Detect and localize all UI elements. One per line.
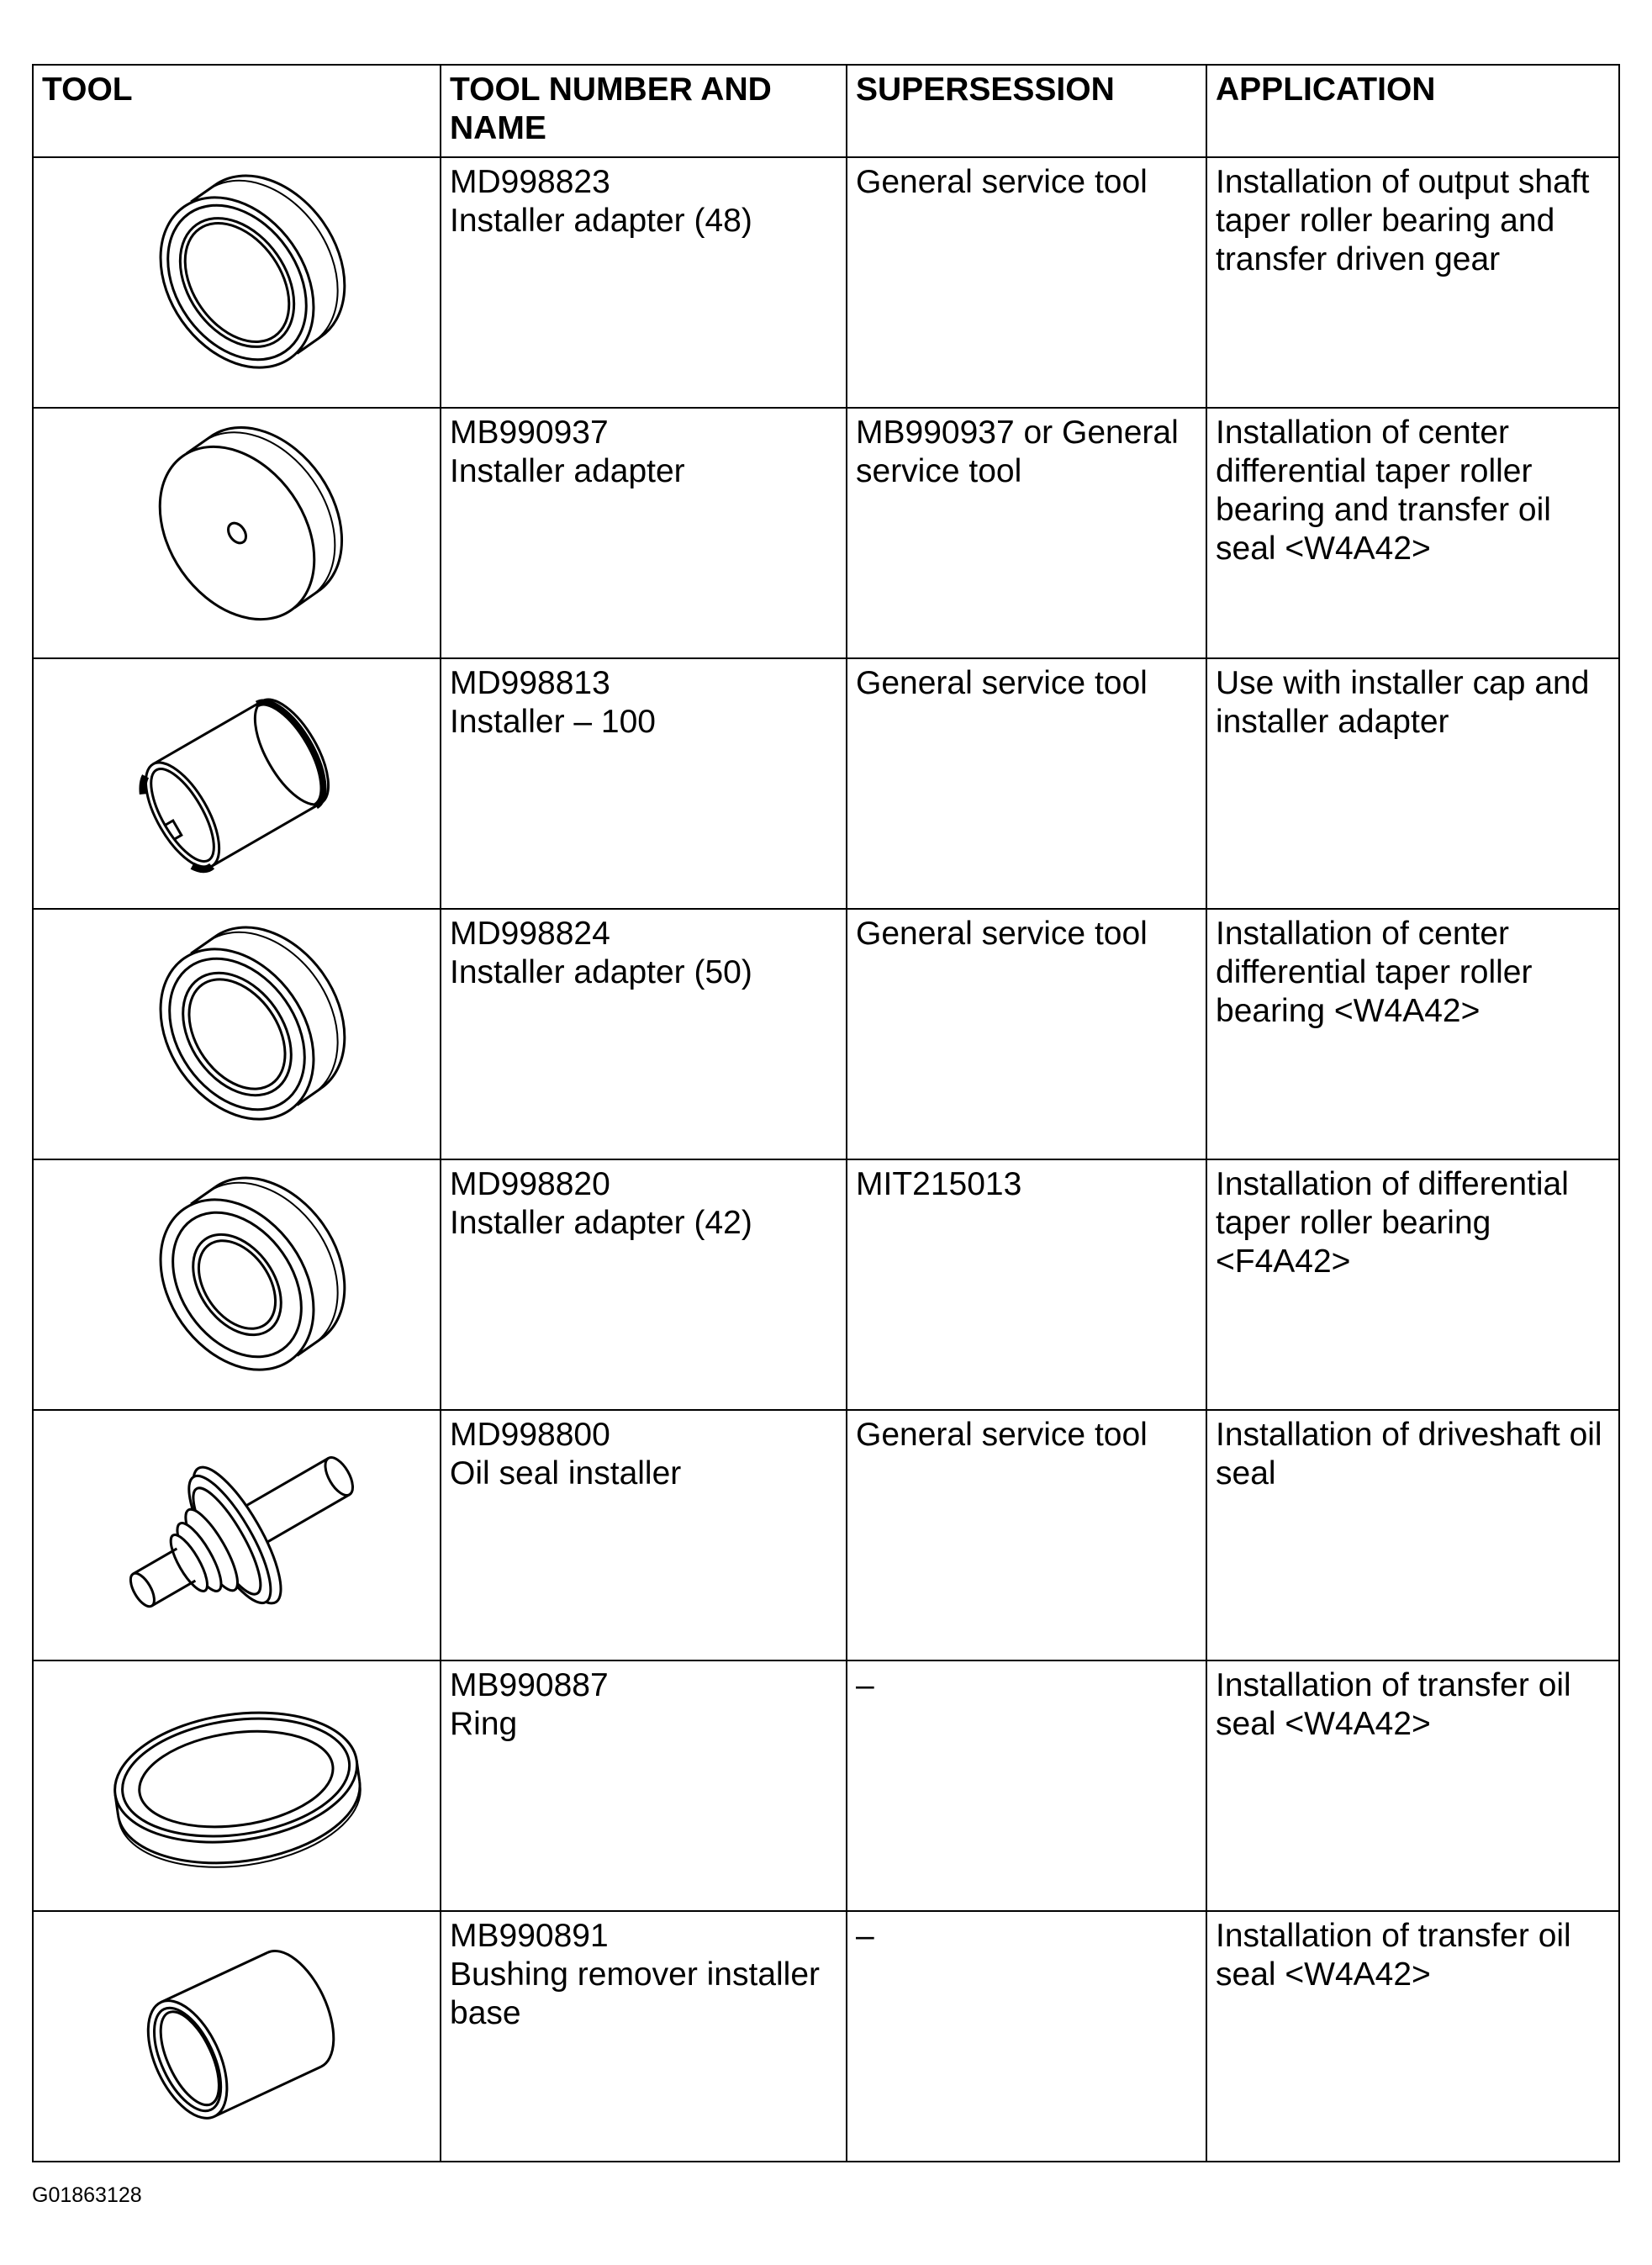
- ring-icon: [94, 1676, 380, 1895]
- application-cell: Installation of output shaft taper roller bearing and transfer driven gear: [1206, 157, 1619, 408]
- tool-number: MD998820: [450, 1166, 610, 1202]
- table-row: [33, 909, 1619, 1159]
- application-cell: Installation of center differential taper roller bearing and transfer oil seal <W4A42>: [1206, 408, 1619, 658]
- application-cell: Installation of transfer oil seal <W4A42>: [1206, 1660, 1619, 1911]
- table-row: [33, 1410, 1619, 1660]
- tool-name: Installer adapter (48): [450, 203, 752, 239]
- tool-number-name-cell: [441, 408, 847, 658]
- header-tool: TOOL: [33, 65, 441, 157]
- tool-image-cell: [33, 909, 441, 1159]
- tool-number: MD998813: [450, 665, 610, 701]
- table-row: [33, 1911, 1619, 2162]
- tool-name: Installer adapter (50): [450, 954, 752, 990]
- supersession-cell: General service tool: [847, 157, 1206, 408]
- installer-sleeve-icon: [111, 666, 363, 901]
- table-row: [33, 658, 1619, 909]
- tool-number-name-cell: [441, 1410, 847, 1660]
- supersession-cell: General service tool: [847, 909, 1206, 1159]
- table-row: [33, 157, 1619, 408]
- header-row: [33, 65, 1619, 157]
- header-tool-number-name: TOOL NUMBER AND NAME: [441, 65, 847, 157]
- header-application: APPLICATION: [1206, 65, 1619, 157]
- installer-adapter-icon: [119, 916, 355, 1152]
- tool-image-cell: [33, 658, 441, 909]
- tool-image-cell: [33, 1410, 441, 1660]
- supersession-cell: –: [847, 1911, 1206, 2162]
- tool-name: Installer – 100: [450, 704, 656, 740]
- tool-name: Bushing remover installer base: [450, 1956, 821, 2031]
- table-row: [33, 408, 1619, 658]
- table-row: [33, 1159, 1619, 1410]
- tool-name: Installer adapter: [450, 453, 685, 489]
- installer-adapter-icon: [119, 1167, 355, 1402]
- tool-number-name-cell: [441, 658, 847, 909]
- tool-number-name-cell: [441, 1159, 847, 1410]
- tool-number: MB990887: [450, 1667, 609, 1703]
- tool-number-name-cell: [441, 909, 847, 1159]
- application-cell: Installation of driveshaft oil seal: [1206, 1410, 1619, 1660]
- tool-image-cell: [33, 157, 441, 408]
- tool-number-name-cell: [441, 1660, 847, 1911]
- supersession-cell: –: [847, 1660, 1206, 1911]
- application-cell: Installation of center differential taper roller bearing <W4A42>: [1206, 909, 1619, 1159]
- tool-number: MB990891: [450, 1918, 609, 1954]
- tool-image-cell: [33, 1911, 441, 2162]
- supersession-cell: General service tool: [847, 658, 1206, 909]
- oil-seal-installer-icon: [94, 1418, 380, 1653]
- tool-name: Ring: [450, 1706, 518, 1742]
- bushing-base-icon: [111, 1919, 363, 2154]
- header-supersession: SUPERSESSION: [847, 65, 1206, 157]
- tool-name: Oil seal installer: [450, 1455, 682, 1492]
- application-cell: Installation of differential taper roller bearing <F4A42>: [1206, 1159, 1619, 1410]
- tool-image-cell: [33, 1159, 441, 1410]
- tool-image-cell: [33, 1660, 441, 1911]
- installer-adapter-icon: [119, 165, 355, 400]
- figure-id: G01863128: [32, 2183, 142, 2207]
- table-row: [33, 1660, 1619, 1911]
- tool-number-name-cell: [441, 157, 847, 408]
- tool-image-cell: [33, 408, 441, 658]
- tool-number: MB990937: [450, 414, 609, 451]
- special-tools-table: [32, 64, 1620, 2162]
- tool-number: MD998823: [450, 164, 610, 200]
- tool-number: MD998800: [450, 1417, 610, 1453]
- supersession-cell: General service tool: [847, 1410, 1206, 1660]
- application-cell: Installation of transfer oil seal <W4A42>: [1206, 1911, 1619, 2162]
- tool-number-name-cell: [441, 1911, 847, 2162]
- supersession-cell: MIT215013: [847, 1159, 1206, 1410]
- tool-name: Installer adapter (42): [450, 1205, 752, 1241]
- supersession-cell: MB990937 or General service tool: [847, 408, 1206, 658]
- installer-adapter-disc-icon: [119, 415, 355, 651]
- tool-number: MD998824: [450, 916, 610, 952]
- application-cell: Use with installer cap and installer adapter: [1206, 658, 1619, 909]
